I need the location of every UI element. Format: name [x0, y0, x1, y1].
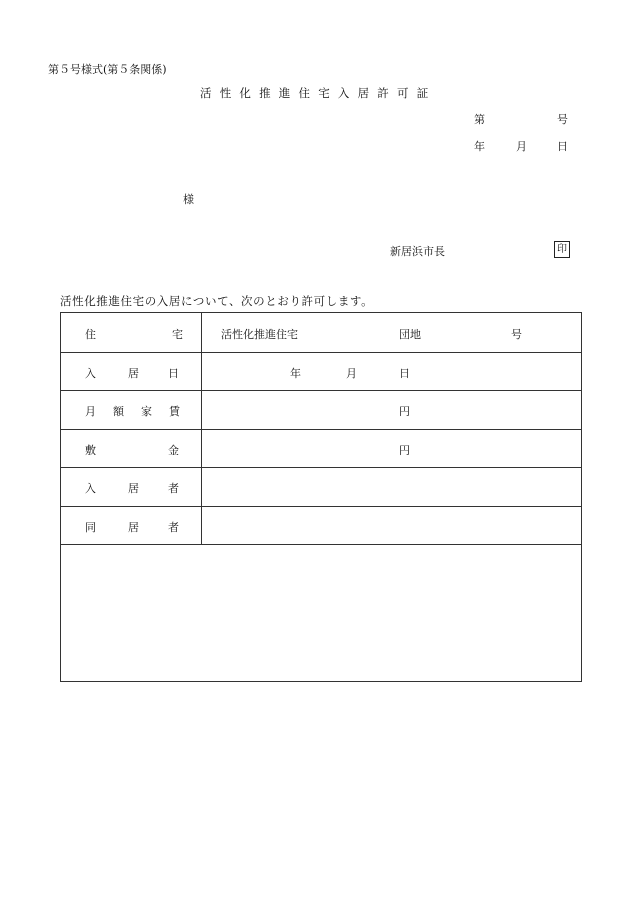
- label-char: 入: [85, 482, 96, 495]
- issue-date-month: 月: [516, 140, 527, 153]
- document-title: 活性化推進住宅入居許可証: [200, 86, 437, 100]
- row-label-monthly-rent: [61, 390, 202, 429]
- row-label-housing: [61, 313, 202, 352]
- seal-mark: 印: [554, 241, 570, 258]
- table-row-occupant: [61, 467, 581, 507]
- move-in-day: 日: [399, 366, 410, 380]
- label-char: 金: [168, 443, 179, 457]
- label-char: 宅: [172, 328, 183, 341]
- table-row-cohabitant: [61, 506, 581, 546]
- row-label-move-in-date: [61, 352, 202, 391]
- label-char: 入: [85, 366, 96, 380]
- permit-number-suffix: 号: [557, 113, 568, 126]
- housing-name: 活性化推進住宅: [221, 328, 298, 341]
- issue-date-day: 日: [557, 140, 568, 153]
- monthly-rent-unit: 円: [399, 405, 410, 418]
- table-row-housing: [61, 313, 581, 353]
- label-char: 敷: [85, 443, 96, 457]
- move-in-month: 月: [346, 366, 357, 380]
- table-row-deposit: [61, 429, 581, 469]
- deposit-unit: 円: [399, 443, 410, 457]
- label-char: 月: [85, 405, 96, 418]
- move-in-year: 年: [290, 366, 301, 380]
- issuer-name: 新居浜市長: [390, 245, 445, 258]
- label-char: 住: [85, 328, 96, 341]
- label-char: 同: [85, 520, 96, 534]
- table-row-move-in-date: [61, 352, 581, 392]
- addressee-honorific: 様: [183, 193, 194, 206]
- row-label-deposit: [61, 429, 202, 468]
- row-label-cohabitant: [61, 506, 202, 545]
- label-char: 額: [113, 405, 124, 418]
- label-char: 者: [168, 482, 179, 495]
- form-number: 第５号様式(第５条関係): [48, 63, 167, 76]
- housing-complex: 団地: [399, 328, 421, 341]
- label-char: 家: [141, 405, 152, 418]
- table-row-monthly-rent: [61, 390, 581, 430]
- issue-date-year: 年: [474, 140, 485, 153]
- intro-statement: 活性化推進住宅の入居について、次のとおり許可します。: [60, 294, 374, 308]
- label-char: 居: [128, 520, 139, 534]
- remarks-area: [61, 544, 581, 681]
- permit-number-prefix: 第: [474, 113, 485, 126]
- label-char: 日: [168, 366, 179, 380]
- row-label-occupant: [61, 467, 202, 506]
- housing-unit-number: 号: [511, 328, 522, 341]
- label-char: 者: [168, 520, 179, 534]
- permit-table: [60, 312, 582, 682]
- label-char: 居: [128, 366, 139, 380]
- label-char: 賃: [169, 405, 180, 418]
- label-char: 居: [128, 482, 139, 495]
